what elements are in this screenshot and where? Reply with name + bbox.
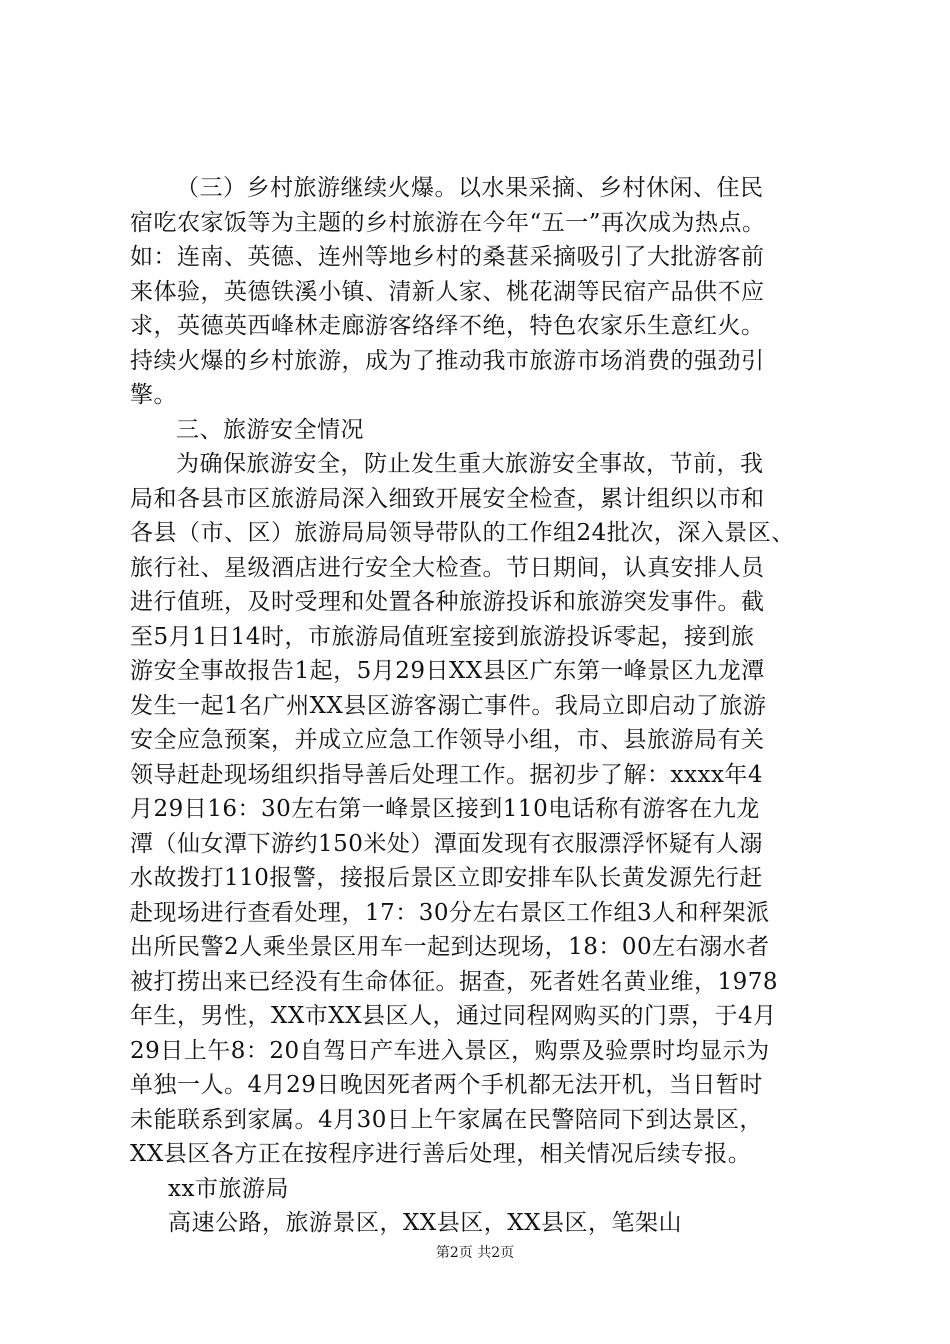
text-line: 安全应急预案，并成立应急工作领导小组，市、县旅游局有关 <box>130 727 765 753</box>
text-line: 潭（仙女潭下游约150米处）潭面发现有衣服漂浮怀疑有人溺 <box>130 830 763 857</box>
text-line: （三）乡村旅游继续火爆。以水果采摘、乡村休闲、住民 <box>176 175 764 201</box>
text-line: 被打捞出来已经没有生命体征。据查，死者姓名黄业维，1978 <box>130 968 779 995</box>
text-line: 求，英德英西峰林走廊游客络绎不绝，特色农家乐生意红火。 <box>130 313 765 339</box>
text-line: 领导赶赴现场组织指导善后处理工作。据初步了解：xxxx年4 <box>130 761 764 788</box>
text-line: 局和各县市区旅游局深入细致开展安全检查，累计组织以市和 <box>130 485 765 512</box>
text-line: 擎。 <box>130 382 177 408</box>
text-line: XX县区各方正在按程序进行善后处理，相关情况后续专报。 <box>130 1141 752 1167</box>
text-line: 单独一人。4月29日晚因死者两个手机都无法开机，当日暂时 <box>130 1072 763 1098</box>
text-line: 如：连南、英德、连州等地乡村的桑葚采摘吸引了大批游客前 <box>130 244 765 270</box>
text-line: 至5月1日14时，市旅游局值班室接到旅游投诉零起，接到旅 <box>130 623 755 650</box>
text-line: 宿吃农家饭等为主题的乡村旅游在今年“五一”再次成为热点。 <box>130 209 766 236</box>
document-body <box>130 171 850 1241</box>
text-line: 年生，男性，XX市XX县区人，通过同程网购买的门票，于4月 <box>130 1003 777 1029</box>
text-line: 旅行社、星级酒店进行安全大检查。节日期间，认真安排人员 <box>130 554 765 581</box>
text-line: 29日上午8：20自驾日产车进入景区，购票及验票时均显示为 <box>130 1037 770 1064</box>
text-line: 进行值班，及时受理和处置各种旅游投诉和旅游突发事件。截 <box>130 589 765 615</box>
text-line: 赴现场进行查看处理，17：30分左右景区工作组3人和秤架派 <box>130 899 770 926</box>
text-line: 水故拨打110报警，接报后景区立即安排车队长黄发源先行赶 <box>130 865 763 891</box>
text-line: 来体验，英德铁溪小镇、清新人家、桃花湖等民宿产品供不应 <box>130 278 765 305</box>
text-line: 发生一起1名广州XX县区游客溺亡事件。我局立即启动了旅游 <box>130 692 767 719</box>
text-line: 持续火爆的乡村旅游，成为了推动我市旅游市场消费的强劲引 <box>130 347 765 374</box>
text-line: 三、旅游安全情况 <box>176 416 364 443</box>
text-line: xx市旅游局 <box>168 1175 289 1202</box>
text-line: 月29日16：30左右第一峰景区接到110电话称有游客在九龙 <box>130 796 760 822</box>
page-footer: 第2页 共2页 <box>435 1245 515 1261</box>
text-line: 出所民警2人乘坐景区用车一起到达现场，18：00左右溺水者 <box>130 934 770 960</box>
text-line: 高速公路，旅游景区，XX县区，XX县区，笔架山 <box>168 1210 682 1236</box>
text-line: 未能联系到家属。4月30日上午家属在民警陪同下到达景区， <box>130 1106 763 1133</box>
text-line: 游安全事故报告1起，5月29日XX县区广东第一峰景区九龙潭 <box>130 658 765 684</box>
text-line: 为确保旅游安全，防止发生重大旅游安全事故，节前，我 <box>176 451 764 477</box>
text-line: 各县（市、区）旅游局局领导带队的工作组24批次，深入景区、 <box>130 520 795 546</box>
